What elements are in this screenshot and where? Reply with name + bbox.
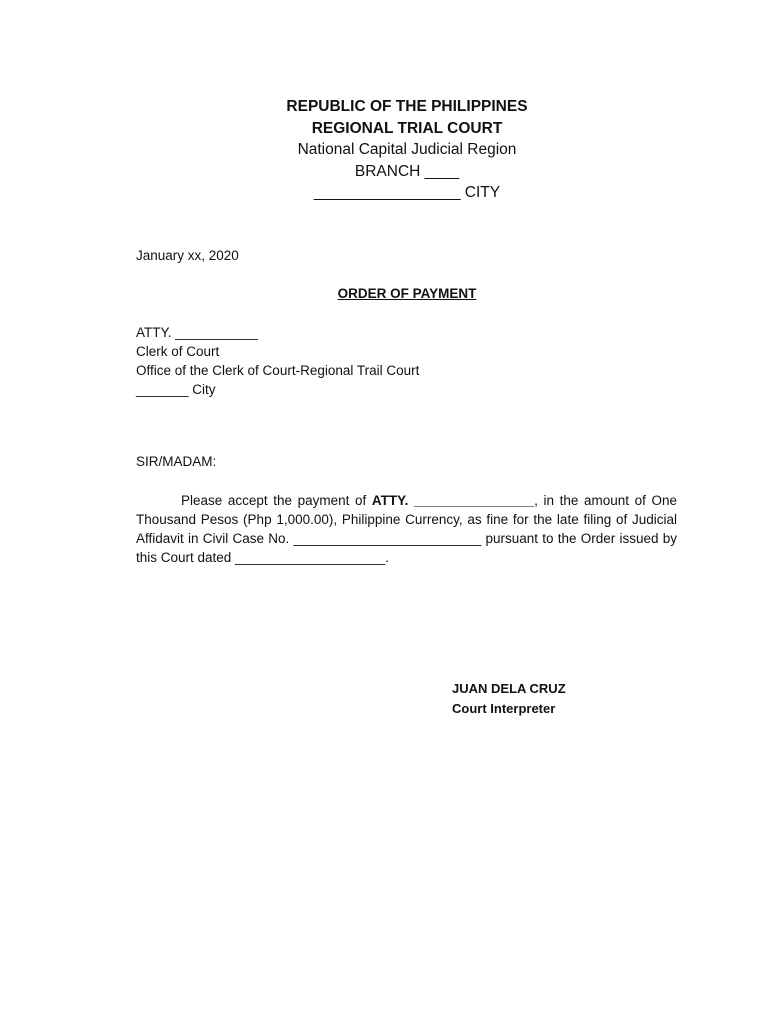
body-text-part2: , in the amount of One Thousand Pesos (Php 1,000.00), Philippine Currency, as fine for the late filing of Judicial Affidavit in Civil Case No. _________________________ pursuant to the Order issued by this Court dated ____________________. <box>136 493 677 565</box>
payor-name: ATTY. ________________ <box>371 493 535 508</box>
addressee-name: ATTY. ___________ <box>136 325 258 340</box>
addressee-block <box>136 323 419 399</box>
addressee-position: Clerk of Court <box>136 344 220 359</box>
addressee-office: Office of the Clerk of Court-Regional Trail Court <box>136 363 420 378</box>
signatory-name: JUAN DELA CRUZ <box>452 681 566 696</box>
header-court: REGIONAL TRIAL COURT <box>311 119 503 137</box>
header-city: _________________ CITY <box>313 184 501 201</box>
salutation: SIR/MADAM: <box>136 454 217 469</box>
court-header <box>0 96 768 204</box>
addressee-city: _______ City <box>136 382 216 397</box>
signature-block <box>452 679 566 719</box>
body-text-part1: Please accept the payment of <box>181 493 372 508</box>
header-region: National Capital Judicial Region <box>297 141 517 158</box>
header-branch: BRANCH ____ <box>354 162 460 180</box>
document-date: January xx, 2020 <box>136 248 239 263</box>
header-republic: REPUBLIC OF THE PHILIPPINES <box>286 98 528 115</box>
body-paragraph <box>136 491 677 567</box>
signatory-title: Court Interpreter <box>452 701 556 716</box>
document-title: ORDER OF PAYMENT <box>337 286 477 301</box>
